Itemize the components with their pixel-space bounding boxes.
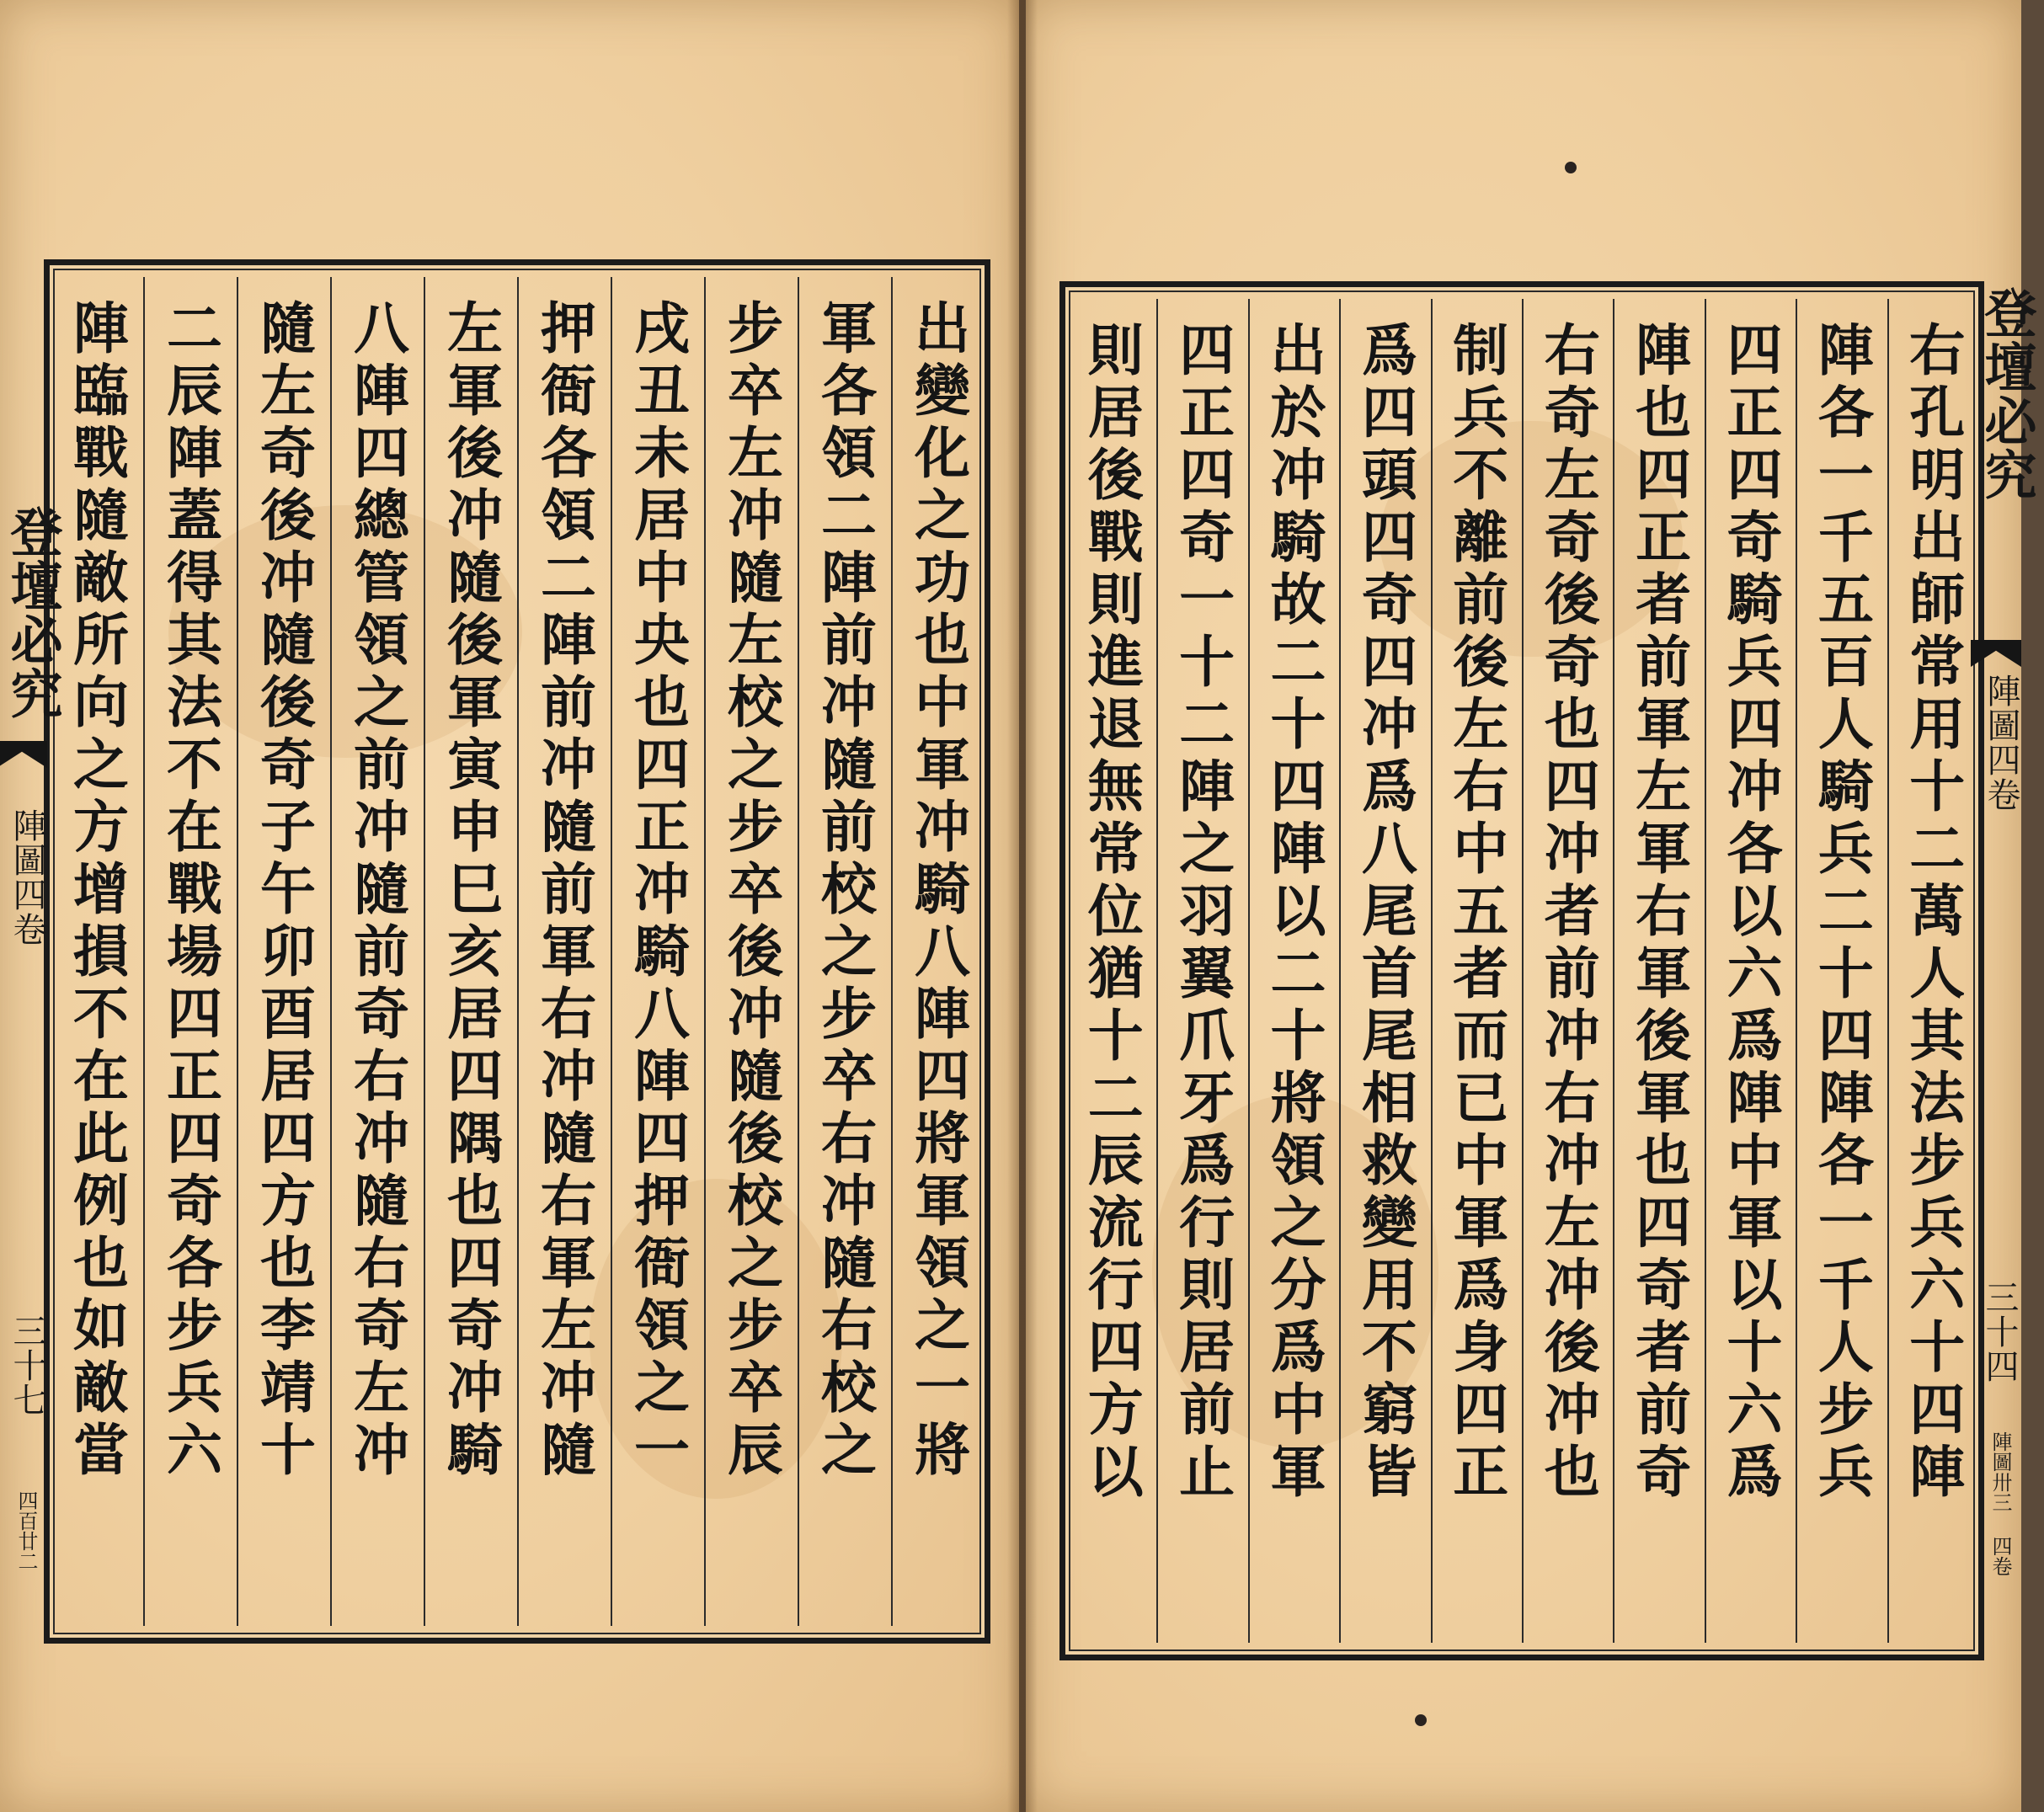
column-text: 八陣四總管領之前冲隨前奇右冲隨右奇左冲: [344, 299, 410, 1483]
text-column: [424, 265, 517, 1638]
column-text: 左軍後冲隨後軍寅申巳亥居四隅也四奇冲騎: [437, 299, 504, 1483]
column-rule: [798, 277, 799, 1626]
column-rule: [330, 277, 332, 1626]
text-column: [1705, 287, 1796, 1655]
column-rule: [1248, 299, 1250, 1643]
ink-dot: [1415, 1714, 1427, 1726]
column-rule: [1339, 299, 1341, 1643]
left-banxin: [0, 0, 63, 1812]
right-banxin-count: 陣圖卅三 四卷: [1988, 1431, 2012, 1576]
fish-tail-mark-icon: [1971, 640, 2021, 667]
column-text: 則居後戰則進退無常位猶十二辰流行四方以: [1078, 321, 1145, 1505]
right-banxin: [1972, 0, 2037, 1812]
column-text: 隨左奇後冲隨後奇子午卯酉居四方也李靖十: [250, 299, 317, 1483]
text-column: [611, 265, 704, 1638]
text-column: [1522, 287, 1613, 1655]
text-column: [704, 265, 798, 1638]
book-gutter: [1007, 0, 1038, 1812]
right-text-frame: [1059, 281, 1984, 1660]
text-column: [1248, 287, 1339, 1655]
column-text: 右奇左奇後奇也四冲者前冲右冲左冲後冲也: [1534, 321, 1601, 1505]
column-text: 出變化之功也中軍冲騎八陣四將軍領之一將: [905, 299, 971, 1483]
column-text: 出於冲騎故二十四陣以二十將領之分爲中軍: [1260, 321, 1326, 1505]
column-rule: [1522, 299, 1524, 1643]
text-column: [1796, 287, 1887, 1655]
column-rule: [611, 277, 612, 1626]
column-text: 爲四頭四奇四冲爲八尾首尾相救變用不窮皆: [1352, 321, 1418, 1505]
left-banxin-section: 陣圖四卷: [8, 808, 46, 946]
text-column: [143, 265, 237, 1638]
left-banxin-folio: 三十七: [8, 1314, 46, 1417]
column-text: 右孔明出師常用十二萬人其法步兵六十四陣: [1899, 321, 1966, 1505]
text-column: [1339, 287, 1430, 1655]
text-column: [1887, 287, 1978, 1655]
left-banxin-count: 四百廿二: [14, 1490, 38, 1571]
right-banxin-section: 陣圖四卷: [1982, 674, 2020, 812]
column-text: 步卒左冲隨左校之步卒後冲隨後校之步卒辰: [718, 299, 784, 1483]
text-column: [1065, 287, 1156, 1655]
text-column: [798, 265, 891, 1638]
left-banxin-title: 登壇必究: [2, 505, 63, 721]
text-column: [1156, 287, 1247, 1655]
column-rule: [1705, 299, 1706, 1643]
column-rule: [1796, 299, 1797, 1643]
column-text: 押衙各領二陣前冲隨前軍右冲隨右軍左冲隨: [531, 299, 597, 1483]
text-column: [1431, 287, 1522, 1655]
text-column: [891, 265, 985, 1638]
right-banxin-folio: 三十四: [1980, 1280, 2019, 1383]
column-rule: [517, 277, 519, 1626]
column-rule: [1156, 299, 1158, 1643]
column-rule: [891, 277, 893, 1626]
left-text-frame: [44, 259, 990, 1644]
ink-dot: [1565, 162, 1577, 173]
column-text: 戌丑未居中央也四正冲騎八陣四押衙領之一: [624, 299, 691, 1483]
text-column: [1613, 287, 1704, 1655]
column-text: 軍各領二陣前冲隨前校之步卒右冲隨右校之: [811, 299, 878, 1483]
column-rule: [1887, 299, 1889, 1643]
column-rule: [237, 277, 238, 1626]
column-text: 制兵不離前後左右中五者而已中軍爲身四正: [1443, 321, 1509, 1505]
text-column: [237, 265, 330, 1638]
column-text: 四正四奇騎兵四冲各以六爲陣中軍以十六爲: [1716, 321, 1783, 1505]
text-column: [517, 265, 611, 1638]
column-rule: [1613, 299, 1614, 1643]
column-rule: [143, 277, 145, 1626]
column-text: 陣也四正者前軍左軍右軍後軍也四奇者前奇: [1625, 321, 1692, 1505]
column-text: 陣臨戰隨敵所向之方增損不在此例也如敵當: [63, 299, 130, 1483]
column-rule: [704, 277, 706, 1626]
column-text: 四正四奇一十二陣之羽翼爪牙爲行則居前止: [1169, 321, 1235, 1505]
column-text: 二辰陣蓋得其法不在戰場四正四奇各步兵六: [157, 299, 223, 1483]
fish-tail-mark-icon: [0, 741, 47, 768]
right-banxin-title: 登壇必究: [1976, 286, 2037, 502]
column-rule: [1431, 299, 1433, 1643]
text-column: [50, 265, 143, 1638]
text-column: [330, 265, 424, 1638]
column-rule: [424, 277, 425, 1626]
column-text: 陣各一千五百人騎兵二十四陣各一千人步兵: [1808, 321, 1875, 1505]
